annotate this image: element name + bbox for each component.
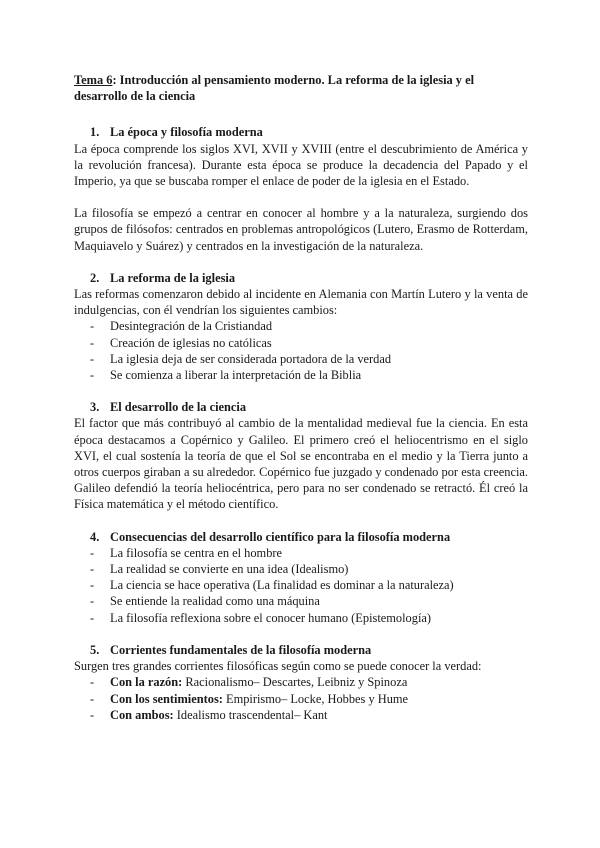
section-4 xyxy=(74,529,528,626)
list-item: - La ciencia se hace operativa (La finalidad es dominar a la naturaleza) xyxy=(90,578,454,593)
list-item: - La iglesia deja de ser considerada portadora de la verdad xyxy=(90,351,392,366)
title-tema: Tema 6 xyxy=(74,73,113,87)
section-5-intro: Surgen tres grandes corrientes filosóficas según como se puede conocer la verdad: xyxy=(74,659,482,674)
section-4-list xyxy=(74,545,528,626)
list-item: - La realidad se convierte en una idea (Idealismo) xyxy=(90,562,349,577)
list-item: - Con ambos: Idealismo trascendental– Kant xyxy=(90,707,328,722)
list-item: - Desintegración de la Cristiandad xyxy=(90,319,273,334)
title-text: : Introducción al pensamiento moderno. La reforma de la iglesia y el desarrollo de la ciencia xyxy=(74,73,475,104)
list-item: - La filosofía reflexiona sobre el conocer humano (Epistemología) xyxy=(90,610,432,625)
section-2 xyxy=(74,270,528,383)
list-item: - Creación de iglesias no católicas xyxy=(90,335,272,350)
list-item: - Con los sentimientos: Empirismo– Locke, Hobbes y Hume xyxy=(90,691,409,706)
section-5-list xyxy=(74,674,528,723)
document-title xyxy=(74,72,528,104)
list-item: - Con la razón: Racionalismo– Descartes, Leibniz y Spinoza xyxy=(90,675,408,690)
list-item: - La filosofía se centra en el hombre xyxy=(90,545,283,560)
list-item: - Se entiende la realidad como una máquina xyxy=(90,594,320,609)
section-2-intro: Las reformas comenzaron debido al incidente en Alemania con Martín Lutero y la venta de indulgencias, con él vendrían los siguientes cambios: xyxy=(74,287,528,318)
section-4-heading: 4. Consecuencias del desarrollo científico para la filosofía moderna xyxy=(90,529,451,544)
section-1 xyxy=(74,124,528,253)
section-1-paragraph-1: La época comprende los siglos XVI, XVII y XVIII (entre el descubrimiento de América y la revolución francesa). Durante esta época se produce la decadencia del Papado y el Imperio, ya que se buscaba romper el enlace de poder de la iglesia en el Estado. xyxy=(74,141,528,189)
section-3 xyxy=(74,399,528,512)
list-item: - Se comienza a liberar la interpretación de la Biblia xyxy=(90,368,362,383)
section-2-heading: 2. La reforma de la iglesia xyxy=(90,270,236,285)
document-page xyxy=(74,72,528,739)
section-1-paragraph-2: La filosofía se empezó a centrar en conocer al hombre y a la naturaleza, surgiendo dos grupos de filósofos: centrados en problemas antropológicos (Lutero, Erasmo de Rotterdam, Maquiavelo y Suárez) y centrados en la investigación de la naturaleza. xyxy=(74,206,528,253)
section-5 xyxy=(74,642,528,723)
section-5-heading: 5. Corrientes fundamentales de la filosofía moderna xyxy=(90,642,372,657)
section-2-list xyxy=(74,318,528,383)
section-3-paragraph: El factor que más contribuyó al cambio de la mentalidad medieval fue la ciencia. En esta época destacamos a Copérnico y Galileo. El primero creó el heliocentrismo en el siglo XVI, el cual sostenía la teoría de que el Sol se encontraba en el medio y la Tierra junto a otros cuerpos giraban a su alrededor. Copérnico fue juzgado y condenado por esta creencia. Galileo defendió la teoría heliocéntrica, pero para no ser condenado se retractó. Él creó la Física matemática y el método científico. xyxy=(74,416,528,512)
section-3-heading: 3. El desarrollo de la ciencia xyxy=(90,400,247,415)
section-1-heading: 1. La época y filosofía moderna xyxy=(90,125,263,140)
